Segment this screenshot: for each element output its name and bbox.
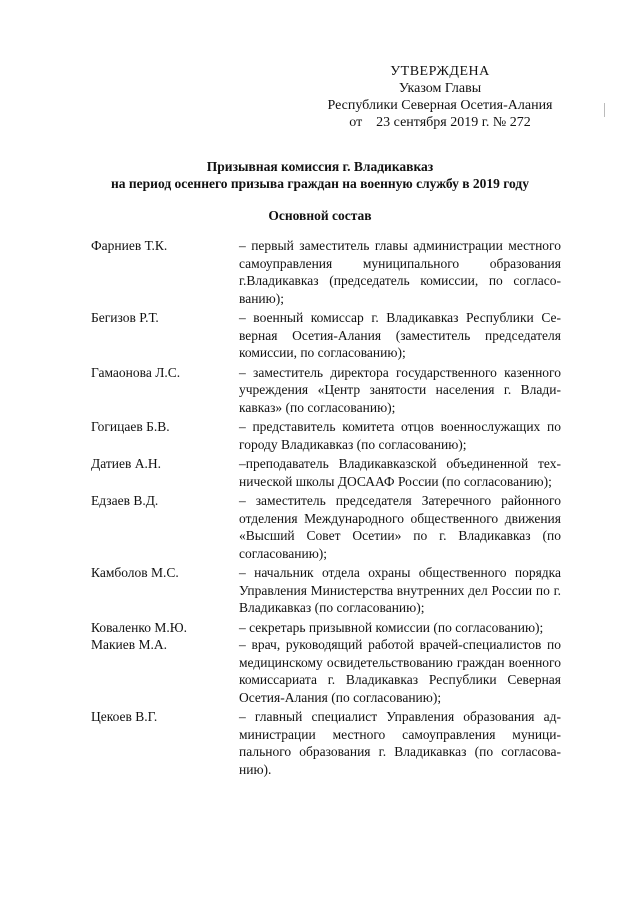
member-row <box>91 619 561 637</box>
member-row <box>91 418 561 453</box>
document-title-line-2: на период осеннего призыва граждан на военную службу в 2019 году <box>111 176 529 191</box>
approval-issuer: Указом Главы <box>398 81 482 96</box>
member-role: – представитель комитета отцов военнослужащих по городу Владикавказ (по согласованию); <box>239 419 561 452</box>
member-name: Датиев А.Н. <box>91 456 161 471</box>
member-role: – секретарь призывной комиссии (по согласованию); <box>239 619 544 635</box>
member-role: – военный комиссар г. Владикавказ Республики Северная Осетия-Алания (заместитель председателя комиссии, по согласованию); <box>239 310 561 360</box>
member-name: Фарниев Т.К. <box>91 238 168 253</box>
members-list <box>91 237 561 778</box>
member-name: Макиев М.А. <box>91 637 168 652</box>
member-row <box>91 636 561 706</box>
member-name: Коваленко М.Ю. <box>91 619 187 635</box>
document-title-line-1: Призывная комиссия г. Владикавказ <box>206 159 434 174</box>
member-name: Цекоев В.Г. <box>91 709 158 724</box>
section-heading: Основной состав <box>268 208 372 223</box>
member-row <box>91 708 561 778</box>
member-role: – первый заместитель главы администрации местного самоуправления муниципального образования г.Владикавказ (председатель комиссии, по согласованию); <box>239 238 561 306</box>
member-role: – главный специалист Управления образования администрации местного самоуправления муниципального образования г. Владикавказ (по согласованию). <box>239 709 561 777</box>
member-role: – заместитель директора государственного казенного учреждения «Центр занятости населения г. Владикавказ» (по согласованию); <box>239 364 561 415</box>
document-title <box>60 158 580 192</box>
scan-edge-mark <box>604 103 605 117</box>
member-role: – заместитель председателя Затеречного районного отделения Международного общественного движения «Высший Совет Осетии» по г. Владикавказ (по согласованию); <box>239 493 561 561</box>
member-name: Бегизов Р.Т. <box>91 310 159 325</box>
member-name: Гамаонова Л.С. <box>91 364 181 380</box>
approval-stamp <box>300 63 580 131</box>
member-row <box>91 364 561 417</box>
member-row <box>91 492 561 562</box>
member-name: Камболов М.С. <box>91 565 179 580</box>
member-row <box>91 455 561 490</box>
approval-republic: Республики Северная Осетия-Алания <box>327 98 553 113</box>
approval-title: УТВЕРЖДЕНА <box>390 64 490 79</box>
member-role: – врач, руководящий работой врачей-специалистов по медицинскому освидетельствованию граждан военного комиссариата г. Владикавказ Республики Северная Осетия-Алания (по согласованию); <box>239 637 561 705</box>
member-role: –преподаватель Владикавказской объединенной технической школы ДОСААФ России (по согласованию); <box>239 456 561 489</box>
member-role: – начальник отдела охраны общественного порядка Управления Министерства внутренних дел России по г. Владикавказ (по согласованию); <box>239 565 561 615</box>
member-name: Гогицаев Б.В. <box>91 419 170 434</box>
member-name: Едзаев В.Д. <box>91 493 159 508</box>
member-row <box>91 309 561 362</box>
member-row <box>91 237 561 307</box>
approval-date: от 23 сентября 2019 г. № 272 <box>349 115 531 130</box>
member-row <box>91 564 561 617</box>
